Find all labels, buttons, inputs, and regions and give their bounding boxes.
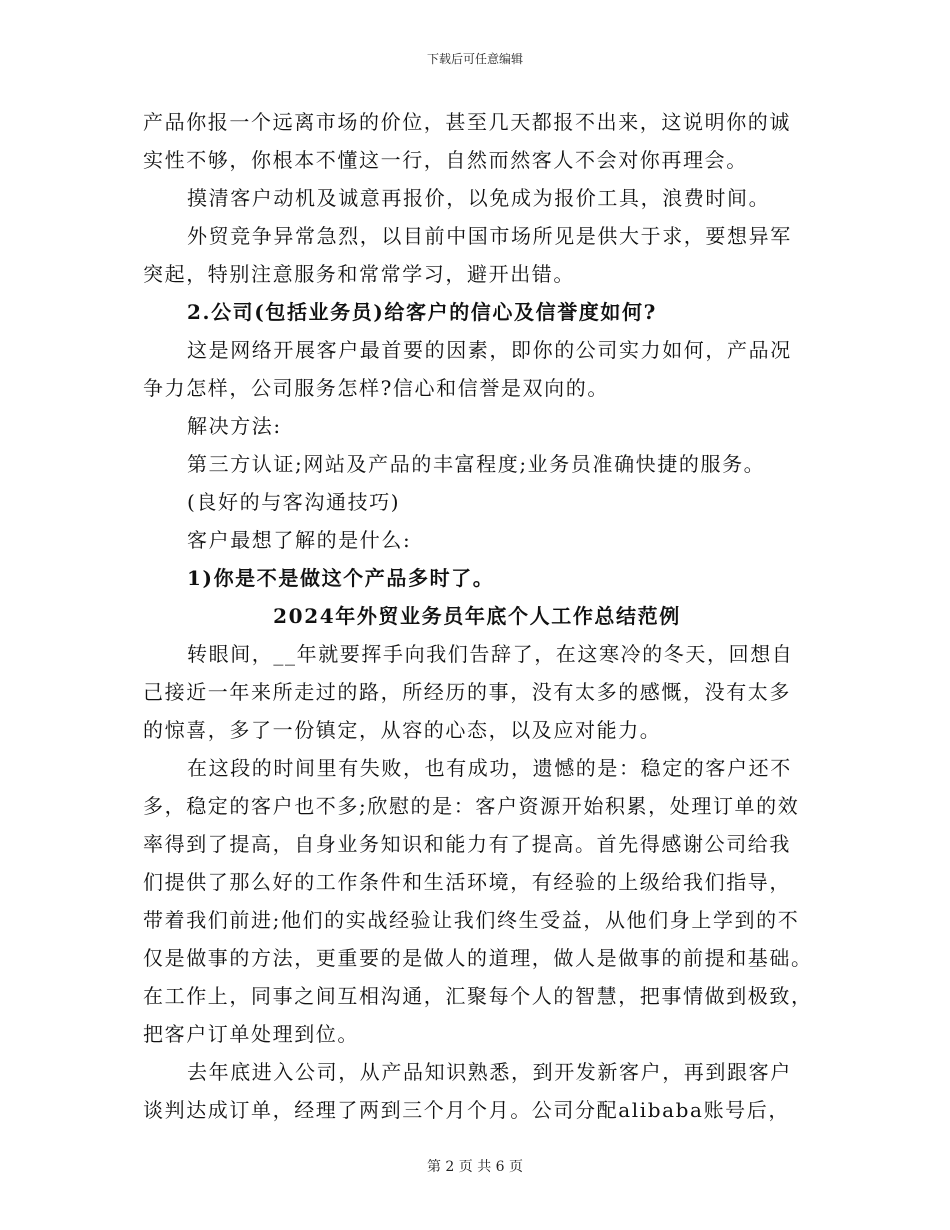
paragraph-line: 这是网络开展客户最首要的因素，即你的公司实力如何，产品况 <box>187 338 792 362</box>
page-header: 下载后可任意编辑 <box>426 52 523 66</box>
paragraph-line: 带着我们前进;他们的实战经验让我们终生受益，从他们身上学到的不 <box>143 908 800 932</box>
section-heading: 2.公司(包括业务员)给客户的信心及信誉度如何? <box>187 300 657 324</box>
page-footer: 第 2 页 共 6 页 <box>426 1159 524 1175</box>
paragraph-line: 谈判达成订单，经理了两到三个月个月。公司分配alibaba账号后， <box>143 1098 790 1122</box>
paragraph-line: 争力怎样，公司服务怎样?信心和信誉是双向的。 <box>143 376 609 400</box>
paragraph-line: 己接近一年来所走过的路，所经历的事，没有太多的感慨，没有太多 <box>143 680 791 704</box>
article-title: 2024年外贸业务员年底个人工作总结范例 <box>273 604 681 628</box>
paragraph-line: 实性不够，你根本不懂这一行，自然而然客人不会对你再理会。 <box>143 148 748 172</box>
paragraph-line: 产品你报一个远离市场的价位，甚至几天都报不出来，这说明你的诚 <box>143 110 791 134</box>
paragraph-line: (良好的与客沟通技巧) <box>187 490 401 514</box>
list-item-heading: 1)你是不是做这个产品多时了。 <box>187 566 495 590</box>
paragraph-line: 客户最想了解的是什么: <box>187 528 412 552</box>
paragraph-line: 仅是做事的方法，更重要的是做人的道理，做人是做事的前提和基础。 <box>143 946 813 970</box>
paragraph-line: 在这段的时间里有失败，也有成功，遗憾的是：稳定的客户还不 <box>187 756 792 780</box>
paragraph-line: 们提供了那么好的工作条件和生活环境，有经验的上级给我们指导， <box>143 870 791 894</box>
paragraph-line: 率得到了提高，自身业务知识和能力有了提高。首先得感谢公司给我 <box>143 832 791 856</box>
paragraph-line: 在工作上，同事之间互相沟通，汇聚每个人的智慧，把事情做到极致， <box>143 984 813 1008</box>
paragraph-line: 多，稳定的客户也不多;欣慰的是：客户资源开始积累，处理订单的效 <box>143 794 800 818</box>
paragraph-line: 把客户订单处理到位。 <box>143 1022 359 1046</box>
paragraph-line: 突起，特别注意服务和常常学习，避开出错。 <box>143 262 575 286</box>
paragraph-line: 摸清客户动机及诚意再报价，以免成为报价工具，浪费时间。 <box>187 186 771 210</box>
paragraph-line: 解决方法: <box>187 414 282 438</box>
paragraph-line: 外贸竞争异常急烈，以目前中国市场所见是供大于求，要想异军 <box>187 224 792 248</box>
paragraph-line: 去年底进入公司，从产品知识熟悉，到开发新客户，再到跟客户 <box>187 1060 792 1084</box>
paragraph-line: 转眼间，__年就要挥手向我们告辞了，在这寒冷的冬天，回想自 <box>187 642 794 666</box>
paragraph-line: 的惊喜，多了一份镇定，从容的心态，以及应对能力。 <box>143 718 662 742</box>
document-body <box>143 103 811 1129</box>
paragraph-line: 第三方认证;网站及产品的丰富程度;业务员准确快捷的服务。 <box>187 452 766 476</box>
